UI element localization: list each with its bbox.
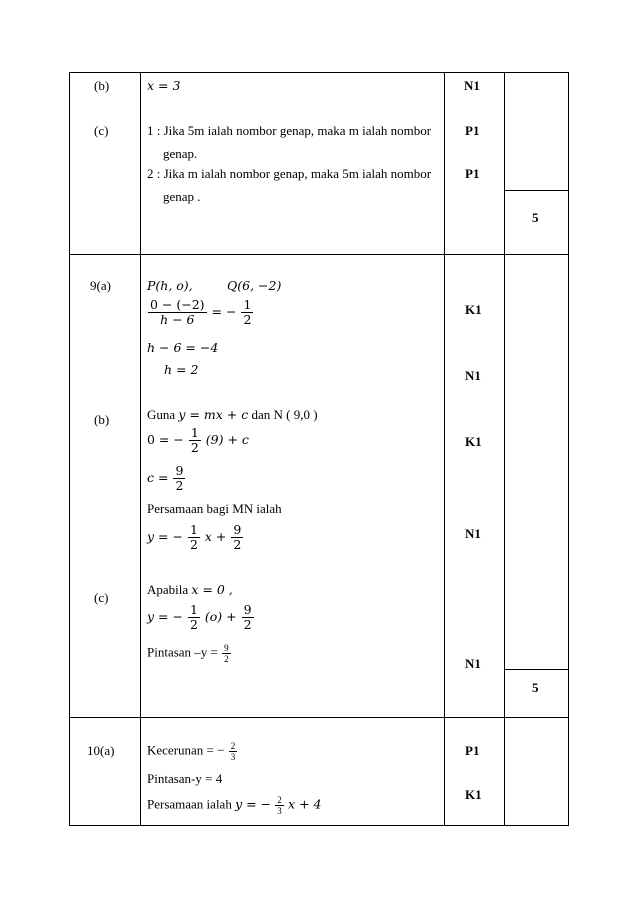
- y-intercept-substitution: y = − $\frac{1}{2}$ (o) + $\frac{9}{2}$: [147, 602, 252, 632]
- table-left-border: [69, 72, 70, 826]
- col-divider-3: [504, 72, 505, 826]
- col-divider-2: [444, 72, 445, 826]
- mark-9b-1: K1: [465, 434, 482, 449]
- question-label-9c: (c): [94, 590, 109, 605]
- gradient-equation: $\frac{0 - (-2)}{h - 6}$ = − $\frac{1}{2}$: [150, 297, 252, 327]
- table-top-border: [69, 72, 569, 73]
- row-divider-1: [69, 254, 569, 255]
- question-label-c: (c): [94, 123, 109, 138]
- total-divider-1: [504, 190, 569, 191]
- mark-c-1: P1: [465, 123, 480, 138]
- mark-9a-2: N1: [465, 368, 481, 383]
- answer-c-line2-cont: genap .: [163, 189, 201, 204]
- step-h-equals-2: h = 2: [164, 362, 199, 377]
- mark-9c: N1: [465, 656, 481, 671]
- persamaan-mn-label: Persamaan bagi MN ialah: [147, 501, 282, 516]
- mn-equation: y = − $\frac{1}{2}$ x + $\frac{9}{2}$: [147, 522, 242, 552]
- mark-9a-1: K1: [465, 302, 482, 317]
- question-label-9a: 9(a): [90, 278, 111, 293]
- points-q: Q(6, −2): [227, 278, 282, 293]
- answer-b-equation: x = 3: [147, 78, 181, 93]
- gradient-fraction: $\frac{0 - (-2)}{h - 6}$: [150, 297, 205, 327]
- step-h-minus-6: h − 6 = −4: [147, 340, 219, 355]
- answer-c-line1: 1 : Jika 5m ialah nombor genap, maka m ialah nombor: [147, 123, 432, 138]
- pintasan-y-line: Pintasan-y = 4: [147, 771, 223, 786]
- mark-9b-2: N1: [465, 526, 481, 541]
- mark-c-2: P1: [465, 166, 480, 181]
- gradient-rhs-fraction: $\frac{1}{2}$: [243, 297, 252, 327]
- table-bottom-border: [69, 825, 569, 826]
- answer-c-line1-cont: genap.: [163, 146, 198, 161]
- mark-b: N1: [464, 78, 480, 93]
- kecerunan-line: Kecerunan = − $\frac{2}{3}$: [147, 741, 236, 762]
- points-p: P(h, o),: [147, 278, 193, 293]
- guna-line: Guna y = mx + c dan N ( 9,0 ): [147, 407, 318, 422]
- col-divider-1: [140, 72, 141, 826]
- c-value: c = $\frac{9}{2}$: [147, 463, 184, 493]
- total-marks-2: 5: [532, 680, 539, 695]
- row-divider-2: [69, 717, 569, 718]
- substitution-step: 0 = − $\frac{1}{2}$ (9) + c: [147, 425, 249, 455]
- question-label-b: (b): [94, 78, 110, 93]
- mark-10a-1: P1: [465, 743, 480, 758]
- persamaan-line: Persamaan ialah y = − $\frac{2}{3}$ x + 4: [147, 795, 322, 816]
- question-label-9b: (b): [94, 412, 110, 427]
- question-label-10a: 10(a): [87, 743, 115, 758]
- apabila-line: Apabila x = 0 ,: [147, 582, 233, 597]
- total-divider-2: [504, 669, 569, 670]
- table-right-border: [568, 72, 569, 826]
- pintasan-y-result: Pintasan –y = $\frac{9}{2}$: [147, 643, 229, 664]
- answer-c-line2: 2 : Jika m ialah nombor genap, maka 5m ialah nombor: [147, 166, 432, 181]
- mark-10a-2: K1: [465, 787, 482, 802]
- total-marks-1: 5: [532, 210, 539, 225]
